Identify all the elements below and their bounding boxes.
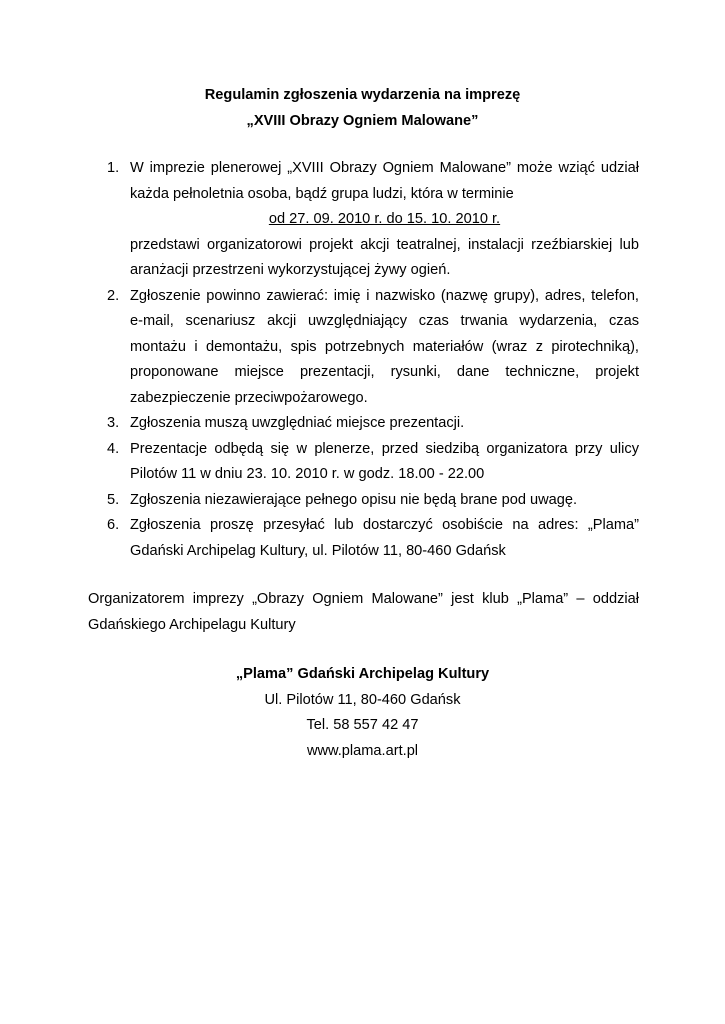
- rules-list: [105, 156, 639, 564]
- rule-text-line: W imprezie plenerowej „XVIII Obrazy Ogniem Malowane” może wziąć udział: [130, 160, 639, 176]
- contact-block: [0, 662, 725, 764]
- rule-item-2: [105, 284, 639, 412]
- rule-item-4: [105, 437, 639, 488]
- contact-website: www.plama.art.pl: [306, 742, 419, 759]
- rule-text-line: aranżacji przestrzeni wykorzystującej żywy ogień.: [130, 262, 451, 278]
- rule-text-line: e-mail, scenariusz akcji uwzględniający czas trwania wydarzenia, czas: [130, 313, 639, 329]
- rule-text-line: Prezentacje odbędą się w plenerze, przed siedzibą organizatora przy ulicy: [130, 440, 639, 457]
- rule-item-5: [105, 488, 639, 514]
- event-title: „XVIII Obrazy Ogniem Malowane”: [246, 113, 479, 129]
- rule-text-line: Zgłoszenie powinno zawierać: imię i nazwisko (nazwę grupy), adres, telefon,: [130, 287, 639, 304]
- rule-text-line: Zgłoszenia muszą uwzględniać miejsce prezentacji.: [130, 415, 465, 431]
- rule-number: 6.: [107, 517, 120, 533]
- contact-name: „Plama” Gdański Archipelag Kultury: [235, 666, 490, 682]
- rule-text-line: proponowane miejsce prezentacji, rysunki, dane techniczne, projekt: [130, 364, 639, 380]
- date-range: od 27. 09. 2010 r. do 15. 10. 2010 r.: [268, 211, 501, 227]
- rule-number: 5.: [107, 491, 120, 508]
- rule-text-line: przedstawi organizatorowi projekt akcji teatralnej, instalacji rzeźbiarskiej lub: [130, 236, 639, 253]
- document-title: Regulamin zgłoszenia wydarzenia na imprezę: [204, 87, 521, 103]
- rule-number: 4.: [107, 440, 120, 457]
- rule-text-line: Zgłoszenia proszę przesyłać lub dostarczyć osobiście na adres: „Plama”: [130, 517, 639, 533]
- organizer-note: [88, 587, 639, 638]
- rule-text-line: Zgłoszenia niezawierające pełnego opisu nie będą brane pod uwagę.: [130, 491, 578, 508]
- rule-item-1: [105, 156, 639, 284]
- rule-number: 1.: [107, 160, 120, 176]
- rule-text-line: zabezpieczenie przeciwpożarowego.: [130, 389, 368, 406]
- rule-number: 3.: [107, 415, 120, 431]
- rule-text-line: każda pełnoletnia osoba, bądź grupa ludzi, która w terminie: [130, 185, 514, 202]
- rule-number: 2.: [107, 287, 120, 304]
- rule-text-line: Gdański Archipelag Kultury, ul. Pilotów 11, 80-460 Gdańsk: [130, 542, 506, 559]
- organizer-line: Organizatorem imprezy „Obrazy Ogniem Malowane” jest klub „Plama” – oddział: [88, 591, 639, 607]
- rule-text-line: Pilotów 11 w dniu 23. 10. 2010 r. w godz. 18.00 - 22.00: [130, 466, 485, 482]
- rule-text-line: montażu i demontażu, spis potrzebnych materiałów (wraz z pirotechniką),: [130, 338, 639, 355]
- contact-address: Ul. Pilotów 11, 80-460 Gdańsk: [264, 691, 461, 708]
- rule-item-3: [105, 411, 639, 437]
- contact-phone: Tel. 58 557 42 47: [306, 717, 419, 733]
- organizer-line: Gdańskiego Archipelagu Kultury: [88, 616, 296, 633]
- rule-item-6: [105, 513, 639, 564]
